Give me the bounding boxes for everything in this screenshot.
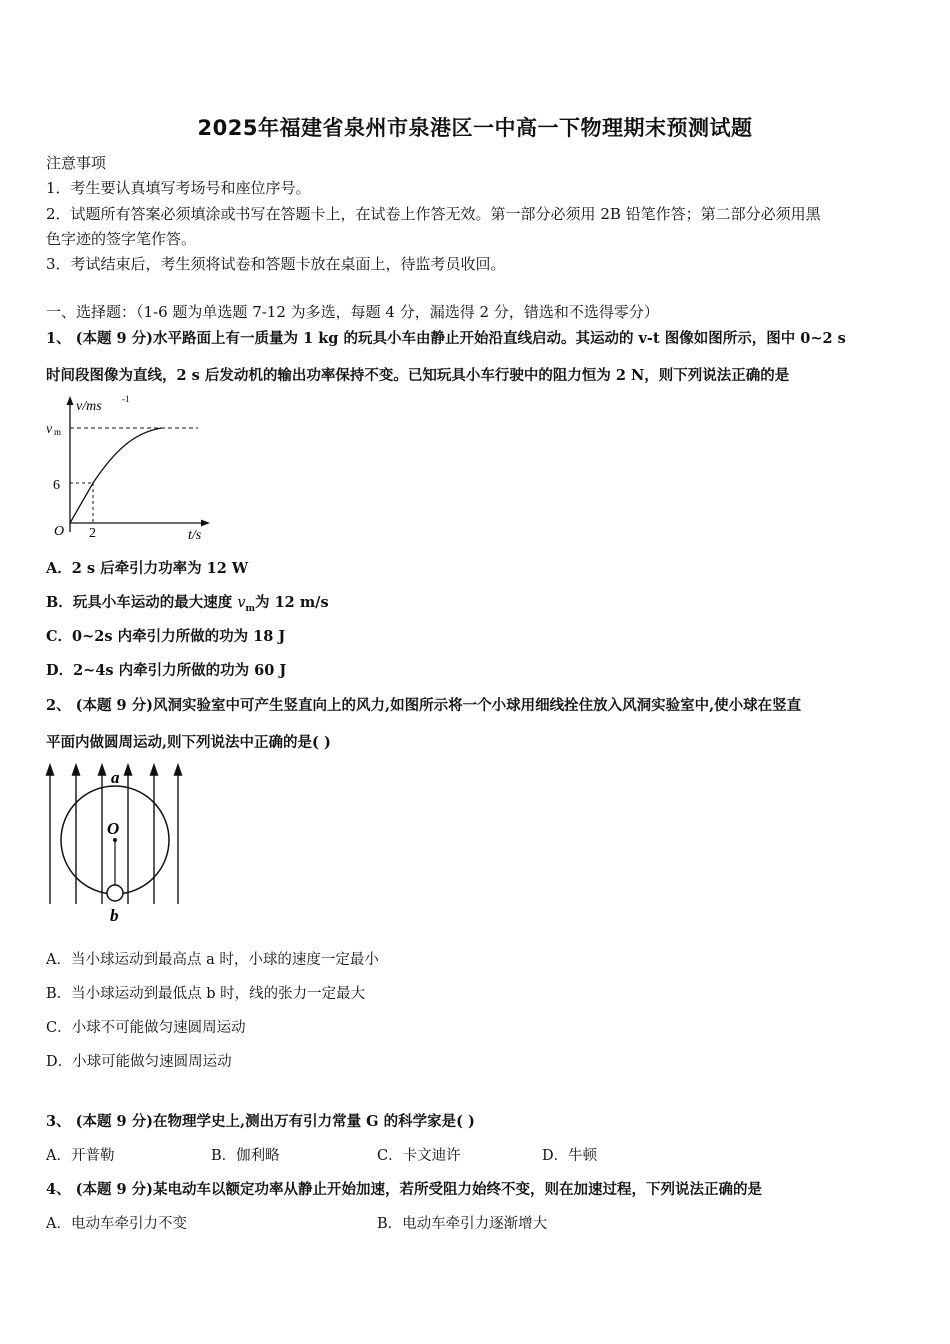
notice-item-1: 1．考生要认真填写考场号和座位序号。 <box>46 179 311 197</box>
ball <box>107 885 123 901</box>
q1-option-c: C．0~2s 内牵引力所做的功为 18 J <box>46 628 286 645</box>
y-axis-label-sup: -1 <box>122 394 130 404</box>
y-axis-arrow <box>67 396 74 405</box>
q1-stem-line1: 1、 (本题 9 分)水平路面上有一质量为 1 kg 的玩具小车由静止开始沿直线启动。其运动的 v-t 图像如图所示，图中 0~2 s <box>46 330 846 347</box>
q3-option-b: B．伽利略 <box>211 1148 280 1164</box>
q4-stem: 4、 (本题 9 分)某电动车以额定功率从静止开始加速，若所受阻力始终不变，则在加速过程，下列说法正确的是 <box>46 1181 763 1198</box>
center-point <box>113 838 117 842</box>
q2-option-a: A．当小球运动到最高点 a 时，小球的速度一定最小 <box>46 952 379 968</box>
q2-wind-tunnel-figure <box>40 762 190 927</box>
notice-item-3: 3．考试结束后，考生须将试卷和答题卡放在桌面上，待监考员收回。 <box>46 255 506 273</box>
label-a: a <box>111 768 120 787</box>
q2-option-b: B．当小球运动到最低点 b 时，线的张力一定最大 <box>46 986 366 1002</box>
q3-option-a: A．开普勒 <box>46 1148 115 1164</box>
x-axis-label: t/s <box>188 528 202 543</box>
q1-option-d: D．2~4s 内牵引力所做的功为 60 J <box>46 662 287 679</box>
q4-option-b: B．电动车牵引力逐渐增大 <box>377 1216 548 1232</box>
notice-item-2-cont: 色字迹的签字笔作答。 <box>46 230 197 248</box>
vm-label-sub: m <box>54 427 62 437</box>
q3-stem: 3、 (本题 9 分)在物理学史上,测出万有引力常量 G 的科学家是( ) <box>46 1113 475 1130</box>
q1-stem-line2: 时间段图像为直线，2 s 后发动机的输出功率保持不变。已知玩具小车行驶中的阻力恒为 2 N，则下列说法正确的是 <box>46 367 790 384</box>
x-tick-2: 2 <box>89 526 96 541</box>
y-tick-6: 6 <box>53 478 60 493</box>
q4-option-a: A．电动车牵引力不变 <box>46 1216 187 1232</box>
q3-option-c: C．卡文迪许 <box>377 1148 461 1164</box>
q3-option-d: D．牛顿 <box>542 1148 598 1164</box>
q2-stem-line1: 2、 (本题 9 分)风洞实验室中可产生竖直向上的风力,如图所示将一个小球用细线拴住放入风洞实验室中,使小球在竖直 <box>46 697 802 714</box>
page-title: 2025年福建省泉州市泉港区一中高一下物理期末预测试题 <box>197 116 753 140</box>
label-o: O <box>107 819 120 838</box>
q2-option-c: C．小球不可能做匀速圆周运动 <box>46 1020 246 1036</box>
q1-vt-graph <box>40 392 225 547</box>
vt-curve <box>70 428 162 523</box>
q2-stem-line2: 平面内做圆周运动,则下列说法中正确的是( ) <box>46 734 331 751</box>
q1-option-a: A．2 s 后牵引力功率为 12 W <box>46 560 249 577</box>
label-b: b <box>110 906 119 925</box>
q1-option-b: B．玩具小车运动的最大速度 $v_m$为 12 m/s <box>46 594 329 614</box>
y-axis-label: v/ms <box>76 399 102 414</box>
vm-label: v <box>46 422 53 437</box>
notice-heading: 注意事项 <box>46 154 107 172</box>
q2-option-d: D．小球可能做匀速圆周运动 <box>46 1054 232 1070</box>
section-title: 一、选择题：（1-6 题为单选题 7-12 为多选，每题 4 分，漏选得 2 分，错选和不选得零分） <box>46 303 659 321</box>
x-axis-arrow <box>201 520 210 527</box>
notice-item-2: 2．试题所有答案必须填涂或书写在答题卡上，在试卷上作答无效。第一部分必须用 2B 铅笔作答；第二部分必须用黑 <box>46 205 821 223</box>
origin-label: O <box>54 524 65 539</box>
